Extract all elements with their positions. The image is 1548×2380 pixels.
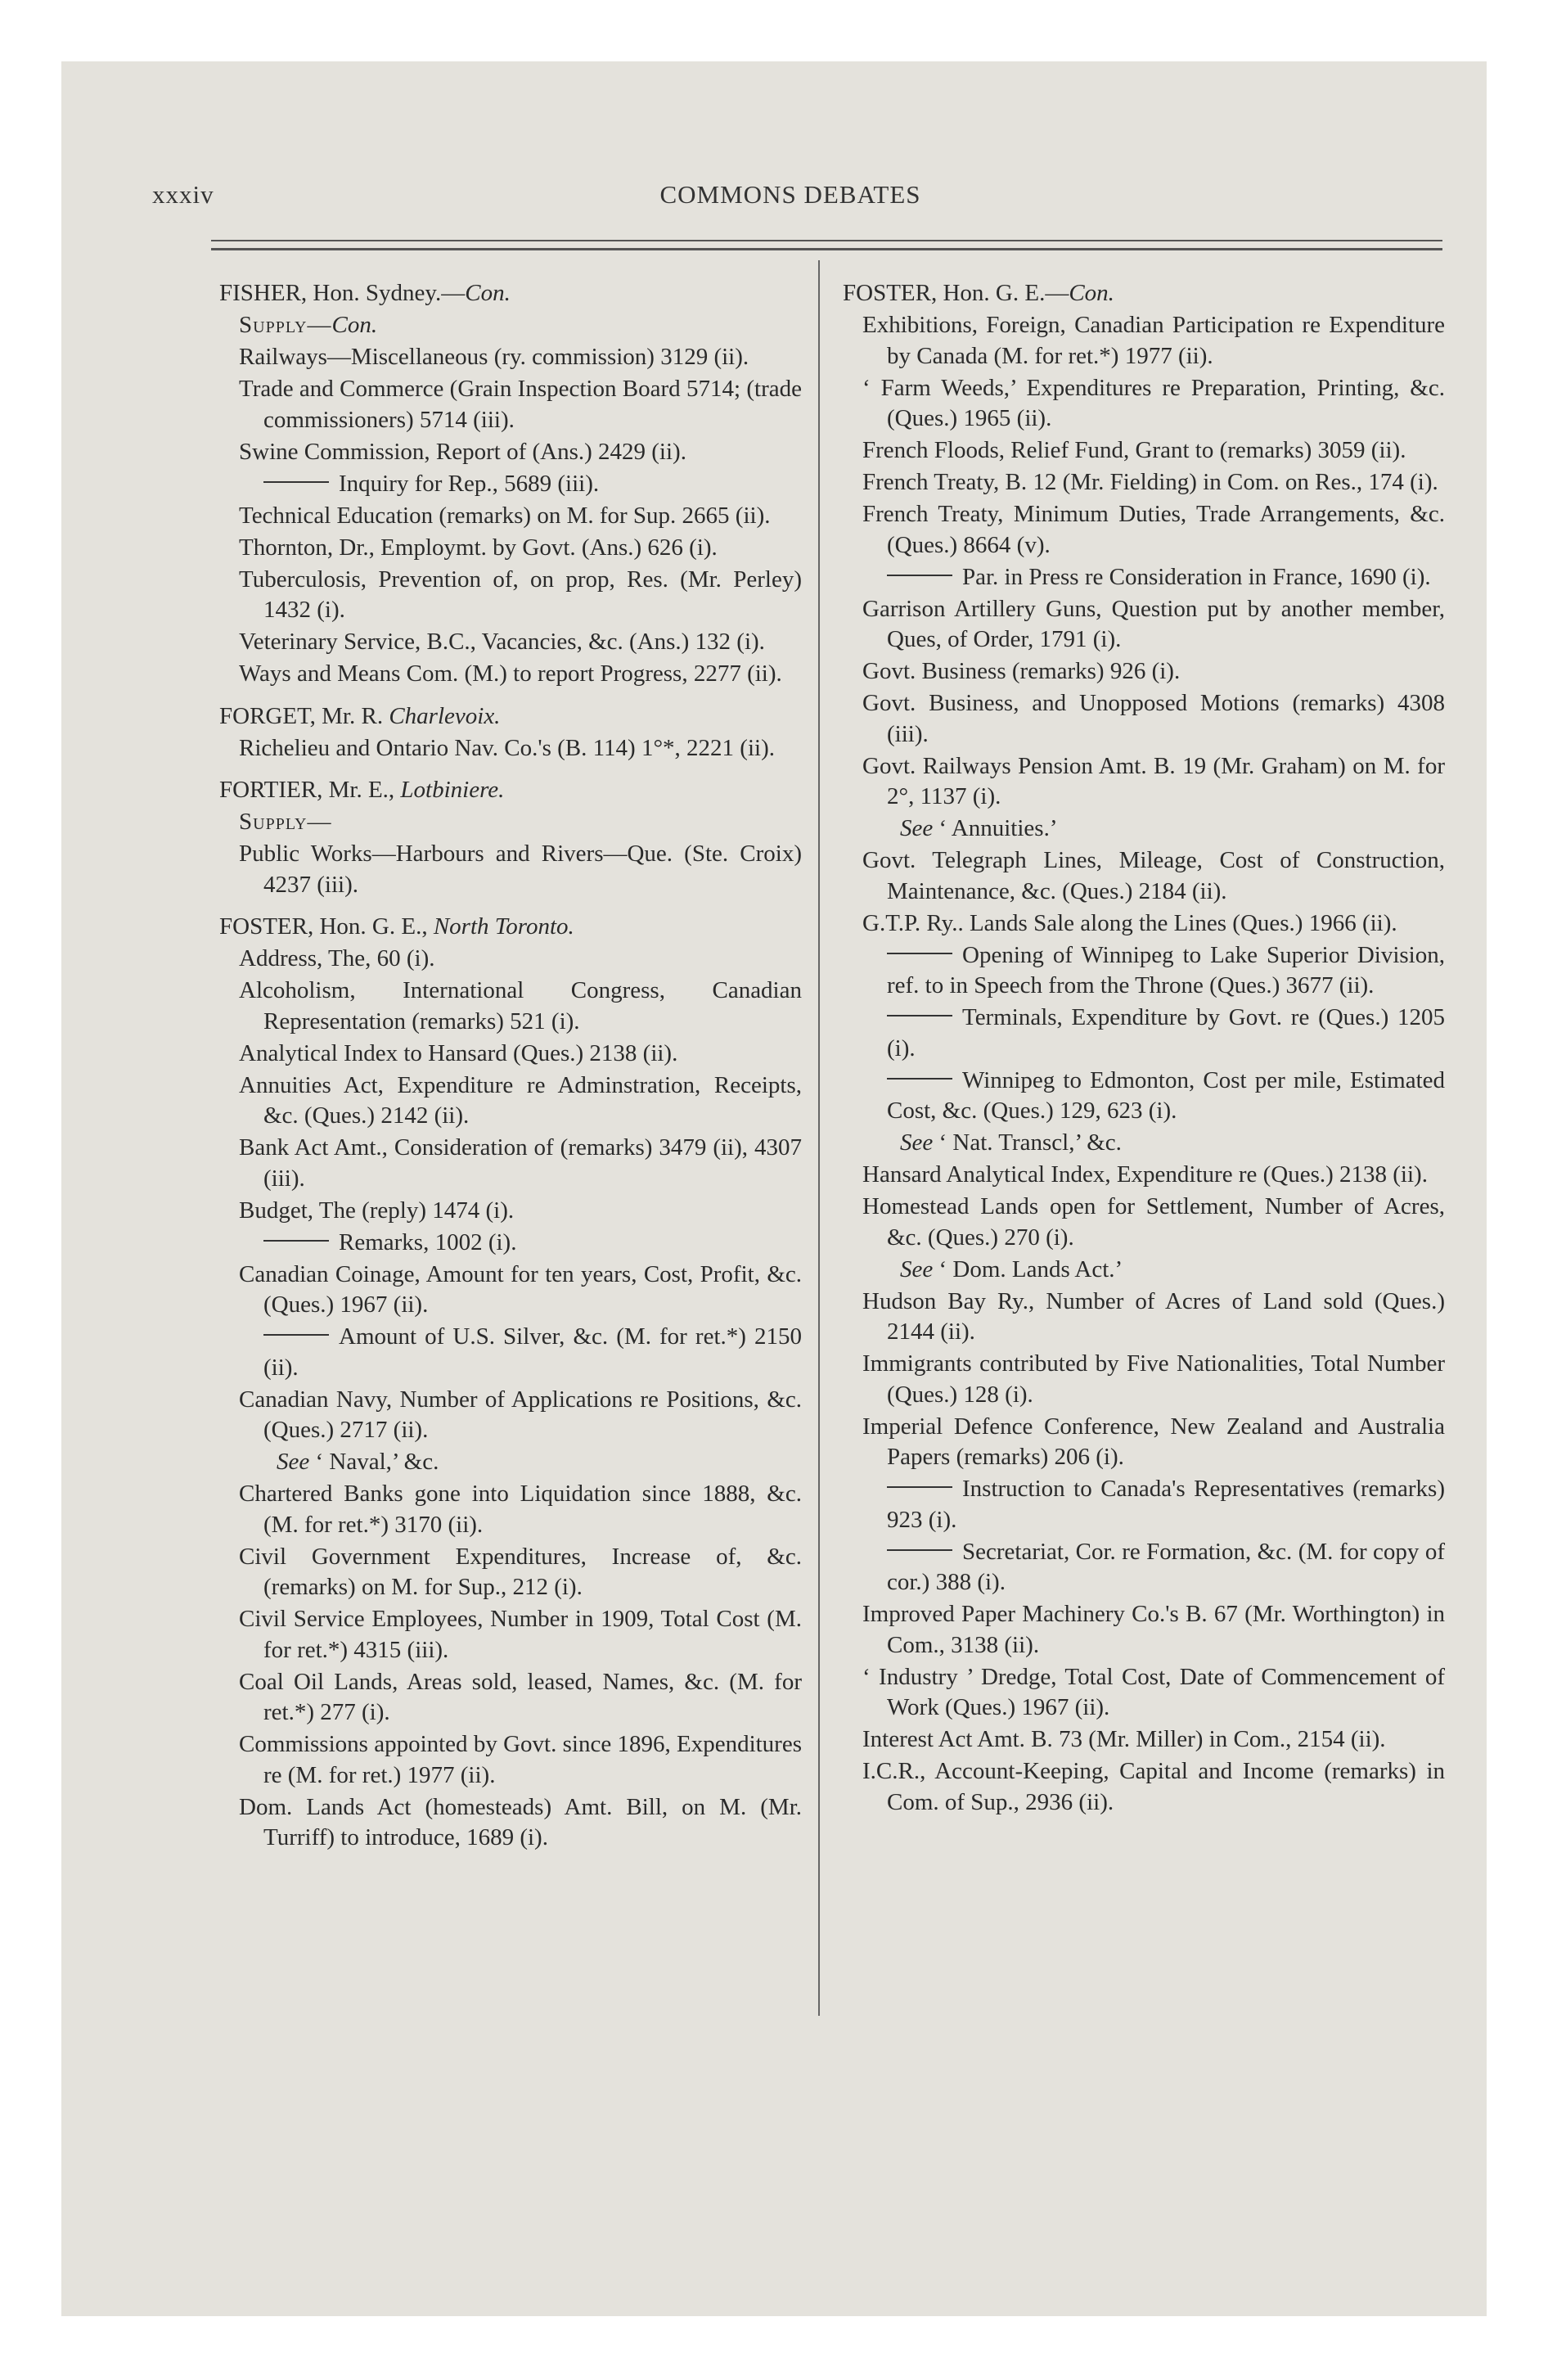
repeat-dash <box>887 1015 952 1016</box>
index-continuation-entry <box>843 1474 1445 1535</box>
entry-text: Garrison Artillery Guns, Question put by another member, Ques, of Order, 1791 (i). <box>862 595 1445 652</box>
entry-text: Technical Education (remarks) on M. for Sup. 2665 (ii). <box>239 502 771 529</box>
index-entry <box>843 751 1445 813</box>
entry-text: French Treaty, B. 12 (Mr. Fielding) in Com. on Res., 174 (i). <box>862 469 1438 495</box>
index-entry <box>843 310 1445 372</box>
see-label: See <box>277 1449 310 1475</box>
entry-text: Civil Service Employees, Number in 1909, Total Cost (M. for ret.*) 4315 (iii). <box>239 1606 802 1663</box>
entry-text: Public Works—Harbours and Rivers—Que. (Ste. Croix) 4237 (iii). <box>239 841 802 898</box>
repeat-dash <box>263 1334 329 1336</box>
entry-text: Railways—Miscellaneous (ry. commission) 3129 (ii). <box>239 344 749 370</box>
index-entry <box>219 1196 802 1227</box>
index-continuation-entry <box>219 469 802 500</box>
entry-text: G.T.P. Ry.. Lands Sale along the Lines (Ques.) 1966 (ii). <box>862 909 1397 936</box>
entry-text: Chartered Banks gone into Liquidation since 1888, &c. (M. for ret.*) 3170 (ii). <box>239 1481 802 1538</box>
entry-text: Tuberculosis, Prevention of, on prop, Res. (Mr. Perley) 1432 (i). <box>239 566 802 623</box>
entry-text: Immigrants contributed by Five Nationalities, Total Number (Ques.) 128 (i). <box>862 1350 1445 1408</box>
entry-italic-text: Con. <box>331 312 378 338</box>
header-rule-top <box>211 240 1442 241</box>
page-number: xxxiv <box>152 180 214 209</box>
see-label: See <box>900 815 934 841</box>
right-column <box>843 278 1445 1819</box>
entry-text: FOSTER, Hon. G. E., <box>219 913 434 940</box>
repeat-dash <box>887 1078 952 1080</box>
index-continuation-entry <box>219 1228 802 1259</box>
entry-text: Exhibitions, Foreign, Canadian Participation re Expenditure by Canada (M. for ret.*) 1977 (ii). <box>862 312 1445 369</box>
entry-text: Address, The, 60 (i). <box>239 945 435 971</box>
index-entry <box>219 1385 802 1446</box>
index-entry <box>219 1479 802 1540</box>
index-entry <box>219 342 802 373</box>
entry-text: I.C.R., Account-Keeping, Capital and Income (remarks) in Com. of Sup., 2936 (ii). <box>862 1758 1445 1815</box>
entry-text: Govt. Business, and Unopposed Motions (remarks) 4308 (iii). <box>862 690 1445 747</box>
entry-text: Opening of Winnipeg to Lake Superior Division, ref. to in Speech from the Throne (Ques.) 3677 (ii). <box>887 941 1445 998</box>
entry-text: Imperial Defence Conference, New Zealand and Australia Papers (remarks) 206 (i). <box>862 1413 1445 1470</box>
index-continuation-entry <box>843 562 1445 593</box>
index-entry <box>219 733 802 764</box>
index-heading <box>219 701 802 732</box>
index-entry <box>843 1662 1445 1724</box>
repeat-dash <box>887 575 952 576</box>
index-entry <box>219 437 802 468</box>
index-entry <box>219 627 802 658</box>
see-target: ‘ Dom. Lands Act.’ <box>933 1255 1123 1282</box>
repeat-dash <box>887 953 952 954</box>
entry-text: Annuities Act, Expenditure re Adminstration, Receipts, &c. (Ques.) 2142 (ii). <box>239 1071 802 1129</box>
entry-text: Civil Government Expenditures, Increase of, &c. (remarks) on M. for Sup., 212 (i). <box>239 1543 802 1600</box>
entry-text: Interest Act Amt. B. 73 (Mr. Miller) in Com., 2154 (ii). <box>862 1726 1386 1752</box>
index-entry <box>843 1192 1445 1253</box>
index-see-reference <box>219 1447 802 1478</box>
index-entry <box>219 501 802 532</box>
page-title: COMMONS DEBATES <box>659 180 921 209</box>
index-entry <box>843 467 1445 498</box>
index-continuation-entry <box>843 1066 1445 1127</box>
entry-text: Budget, The (reply) 1474 (i). <box>239 1197 515 1224</box>
entry-text: Amount of U.S. Silver, &c. (M. for ret.*) 2150 (ii). <box>263 1323 802 1381</box>
index-entry <box>219 1039 802 1070</box>
entry-text: Richelieu and Ontario Nav. Co.'s (B. 114) 1°*, 2221 (ii). <box>239 734 775 761</box>
entry-text: Remarks, 1002 (i). <box>339 1228 517 1255</box>
entry-italic-text: Lotbiniere. <box>400 777 505 803</box>
entry-text: ‘ Farm Weeds,’ Expenditures re Preparation, Printing, &c. (Ques.) 1965 (ii). <box>862 374 1445 431</box>
entry-text: FORTIER, Mr. E., <box>219 777 401 803</box>
see-target: ‘ Nat. Transcl,’ &c. <box>933 1129 1122 1156</box>
index-entry <box>219 1792 802 1854</box>
entry-text: Hudson Bay Ry., Number of Acres of Land sold (Ques.) 2144 (ii). <box>862 1287 1445 1345</box>
index-entry <box>843 1287 1445 1348</box>
entry-text: FISHER, Hon. Sydney.— <box>219 280 466 306</box>
repeat-dash <box>887 1549 952 1551</box>
entry-italic-text: North Toronto. <box>433 913 574 940</box>
column-divider <box>818 260 820 2016</box>
entry-text: Winnipeg to Edmonton, Cost per mile, Estimated Cost, &c. (Ques.) 129, 623 (i). <box>887 1066 1445 1124</box>
entry-text: French Floods, Relief Fund, Grant to (remarks) 3059 (ii). <box>862 437 1406 463</box>
entry-italic-text: Charlevoix. <box>389 702 501 729</box>
index-heading <box>219 278 802 309</box>
index-entry <box>219 976 802 1037</box>
entry-text: Trade and Commerce (Grain Inspection Board 5714; (trade commissioners) 5714 (iii). <box>239 376 802 433</box>
index-entry <box>843 688 1445 750</box>
index-entry <box>843 845 1445 907</box>
index-subheading <box>219 310 802 341</box>
index-entry <box>219 1260 802 1321</box>
index-entry <box>843 594 1445 656</box>
index-continuation-entry <box>843 1537 1445 1598</box>
see-target: ‘ Annuities.’ <box>933 815 1058 841</box>
index-entry <box>843 1756 1445 1818</box>
entry-text: Secretariat, Cor. re Formation, &c. (M. for copy of cor.) 388 (i). <box>887 1538 1445 1595</box>
index-continuation-entry <box>843 1003 1445 1064</box>
repeat-dash <box>887 1486 952 1488</box>
index-entry <box>219 533 802 564</box>
repeat-dash <box>263 1240 329 1242</box>
entry-text: Dom. Lands Act (homesteads) Amt. Bill, on M. (Mr. Turriff) to introduce, 1689 (i). <box>239 1793 802 1850</box>
index-entry <box>843 1160 1445 1191</box>
entry-italic-text: Con. <box>1069 280 1114 306</box>
entry-text: Veterinary Service, B.C., Vacancies, &c. (Ans.) 132 (i). <box>239 629 765 655</box>
index-entry <box>843 435 1445 467</box>
index-entry <box>843 1724 1445 1756</box>
entry-text: French Treaty, Minimum Duties, Trade Arrangements, &c. (Ques.) 8664 (v). <box>862 501 1445 558</box>
entry-text: Hansard Analytical Index, Expenditure re (Ques.) 2138 (ii). <box>862 1161 1428 1188</box>
left-column <box>219 278 802 1855</box>
see-label: See <box>900 1129 934 1156</box>
entry-italic-text: Con. <box>465 280 511 306</box>
index-entry <box>219 944 802 975</box>
entry-text: Commissions appointed by Govt. since 1896, Expenditures re (M. for ret.) 1977 (ii). <box>239 1731 802 1788</box>
index-entry <box>219 1133 802 1194</box>
repeat-dash <box>263 481 329 483</box>
index-entry <box>843 908 1445 940</box>
entry-text: Inquiry for Rep., 5689 (iii). <box>339 470 600 497</box>
entry-text: Par. in Press re Consideration in France, 1690 (i). <box>962 563 1431 590</box>
entry-text: FOSTER, Hon. G. E.— <box>843 280 1069 306</box>
index-entry <box>843 656 1445 687</box>
header-rule-bottom <box>211 248 1442 250</box>
entry-text: Supply— <box>239 809 332 835</box>
index-entry <box>219 659 802 690</box>
index-heading <box>219 912 802 943</box>
entry-text: Swine Commission, Report of (Ans.) 2429 (ii). <box>239 438 686 465</box>
entry-text: Supply— <box>239 312 332 338</box>
index-continuation-entry <box>843 940 1445 1002</box>
index-continuation-entry <box>219 1322 802 1383</box>
entry-text: Ways and Means Com. (M.) to report Progress, 2277 (ii). <box>239 660 782 687</box>
entry-text: FORGET, Mr. R. <box>219 702 389 729</box>
index-entry <box>219 1542 802 1603</box>
entry-text: Homestead Lands open for Settlement, Number of Acres, &c. (Ques.) 270 (i). <box>862 1193 1445 1251</box>
see-target: ‘ Naval,’ &c. <box>309 1449 439 1475</box>
entry-text: Govt. Telegraph Lines, Mileage, Cost of Construction, Maintenance, &c. (Ques.) 2184 (ii). <box>862 847 1445 904</box>
index-entry <box>219 565 802 626</box>
index-entry <box>843 1412 1445 1473</box>
entry-text: Coal Oil Lands, Areas sold, leased, Names, &c. (M. for ret.*) 277 (i). <box>239 1668 802 1725</box>
index-entry <box>219 839 802 900</box>
index-see-reference <box>843 814 1445 845</box>
see-label: See <box>900 1255 934 1282</box>
entry-text: Canadian Navy, Number of Applications re Positions, &c. (Ques.) 2717 (ii). <box>239 1386 802 1443</box>
entry-text: Govt. Railways Pension Amt. B. 19 (Mr. Graham) on M. for 2°, 1137 (i). <box>862 752 1445 809</box>
entry-text: Improved Paper Machinery Co.'s B. 67 (Mr. Worthington) in Com., 3138 (ii). <box>862 1601 1445 1658</box>
index-entry <box>843 499 1445 561</box>
entry-text: Analytical Index to Hansard (Ques.) 2138 (ii). <box>239 1039 678 1066</box>
entry-text: Terminals, Expenditure by Govt. re (Ques.) 1205 (i). <box>887 1004 1445 1062</box>
index-entry <box>843 373 1445 435</box>
index-entry <box>219 1071 802 1132</box>
index-see-reference <box>843 1128 1445 1159</box>
index-entry <box>843 1349 1445 1410</box>
index-heading <box>219 775 802 806</box>
index-entry <box>219 1604 802 1666</box>
index-entry <box>843 1599 1445 1661</box>
index-entry <box>219 1667 802 1729</box>
entry-text: Alcoholism, International Congress, Canadian Representation (remarks) 521 (i). <box>239 977 802 1034</box>
index-see-reference <box>843 1255 1445 1286</box>
entry-text: Govt. Business (remarks) 926 (i). <box>862 658 1181 684</box>
index-subheading <box>219 807 802 838</box>
index-heading <box>843 278 1445 309</box>
index-entry <box>219 1729 802 1791</box>
index-entry <box>219 374 802 435</box>
entry-text: Thornton, Dr., Employmt. by Govt. (Ans.) 626 (i). <box>239 534 718 561</box>
entry-text: Canadian Coinage, Amount for ten years, Cost, Profit, &c. (Ques.) 1967 (ii). <box>239 1260 802 1318</box>
entry-text: Bank Act Amt., Consideration of (remarks) 3479 (ii), 4307 (iii). <box>239 1134 802 1192</box>
entry-text: Instruction to Canada's Representatives (remarks) 923 (i). <box>887 1476 1445 1533</box>
entry-text: ‘ Industry ’ Dredge, Total Cost, Date of Commencement of Work (Ques.) 1967 (ii). <box>862 1663 1445 1720</box>
